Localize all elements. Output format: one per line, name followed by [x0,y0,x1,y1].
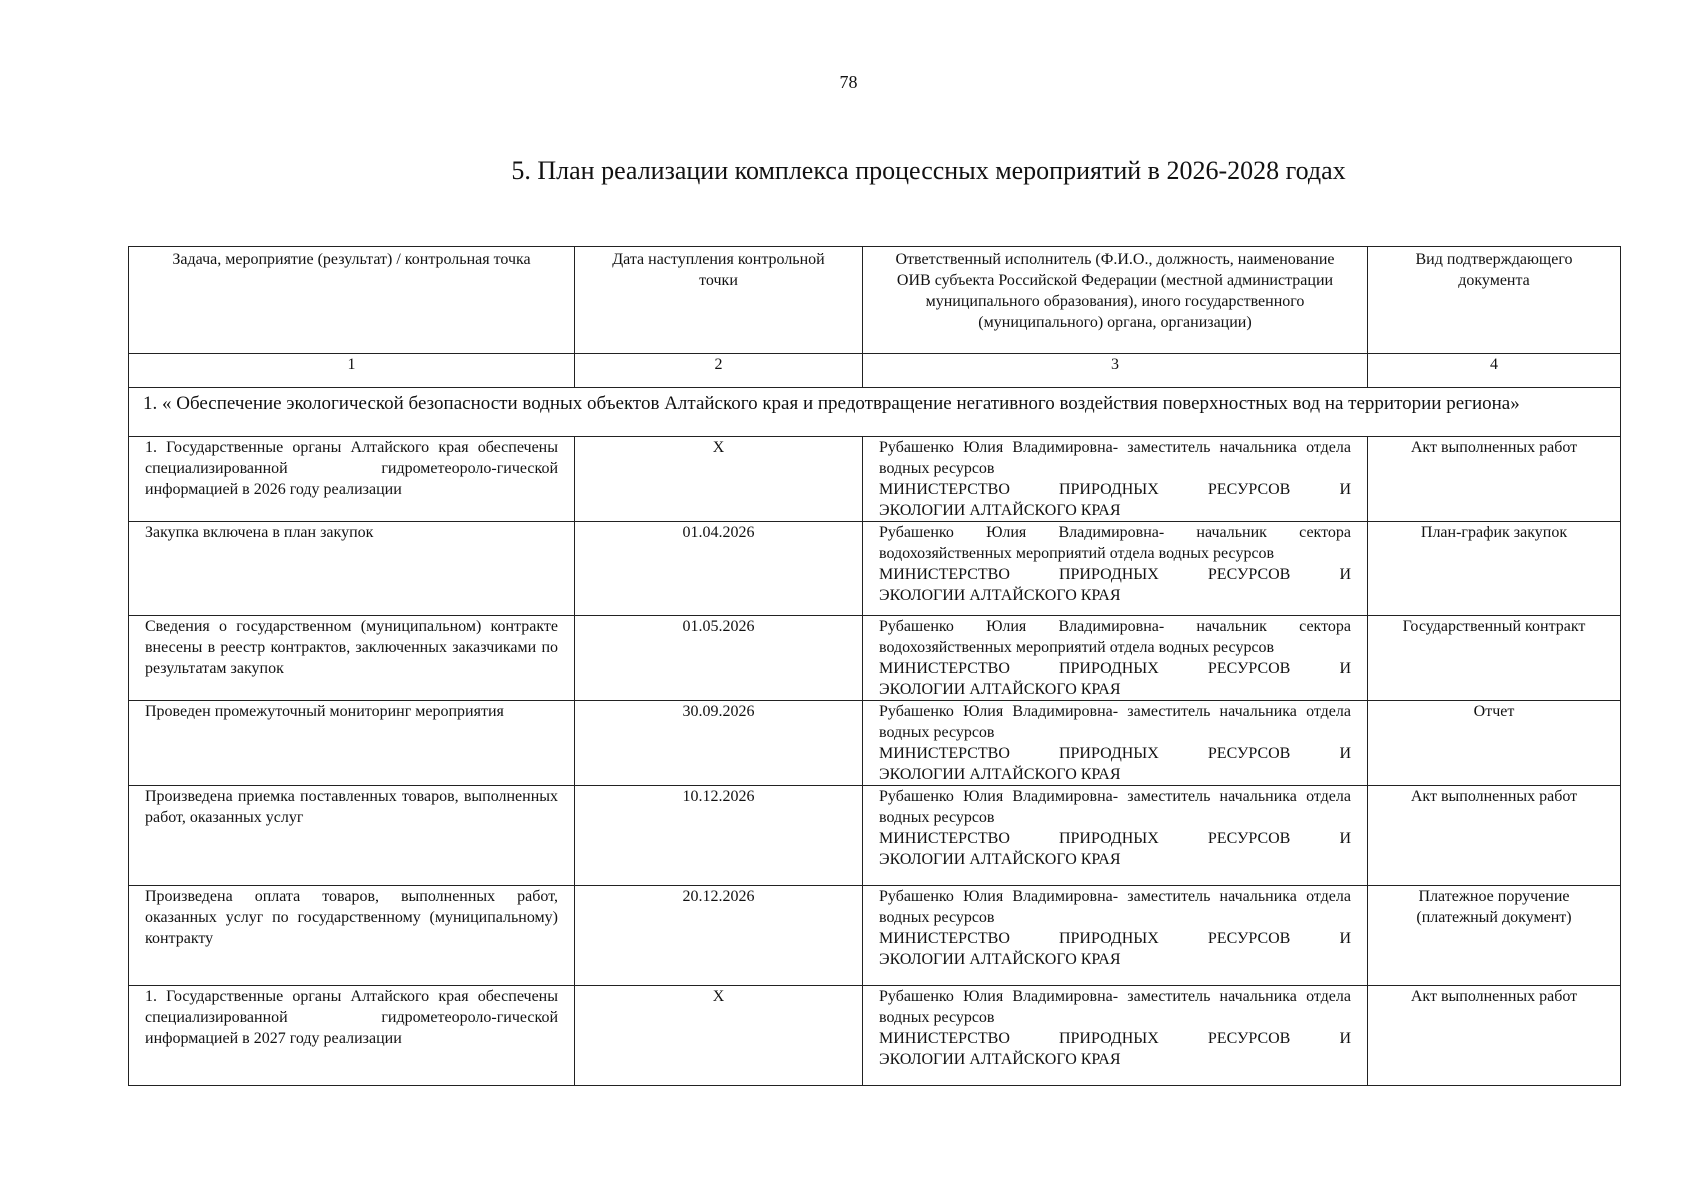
column-number: 2 [575,354,863,388]
table-row [129,786,1621,886]
responsible-org: МИНИСТЕРСТВО ПРИРОДНЫХ РЕСУРСОВ И [879,481,1351,498]
responsible-org: МИНИСТЕРСТВО ПРИРОДНЫХ РЕСУРСОВ И [879,1030,1351,1047]
plan-table [128,246,1621,1086]
responsible-person: Рубашенко Юлия Владимировна- заместитель начальника отдела водных ресурсов [879,988,1351,1026]
column-number: 4 [1368,354,1621,388]
section-title: 1. « Обеспечение экологической безопасности водных объектов Алтайского края и предотвращение негативного воздействия поверхностных вод на территории региона» [129,388,1621,437]
responsible-org: ЭКОЛОГИИ АЛТАЙСКОГО КРАЯ [879,502,1121,519]
header-date: Дата наступления контрольной точки [575,247,863,354]
header-document: Вид подтверждающего документа [1368,247,1621,354]
task-cell: Сведения о государственном (муниципальном) контракте внесены в реестр контрактов, заключенных заказчиками по результатам закупок [129,616,575,701]
responsible-person: Рубашенко Юлия Владимировна- начальник сектора водохозяйственных мероприятий отдела водных ресурсов [879,618,1351,656]
responsible-org: ЭКОЛОГИИ АЛТАЙСКОГО КРАЯ [879,681,1121,698]
task-cell: Закупка включена в план закупок [129,522,575,616]
responsible-cell [863,616,1368,701]
document-cell: Акт выполненных работ [1368,986,1621,1086]
task-cell: Проведен промежуточный мониторинг мероприятия [129,701,575,786]
document-cell: Акт выполненных работ [1368,786,1621,886]
document-cell: Акт выполненных работ [1368,437,1621,522]
responsible-org: ЭКОЛОГИИ АЛТАЙСКОГО КРАЯ [879,1051,1121,1068]
date-cell: 01.04.2026 [575,522,863,616]
responsible-org: ЭКОЛОГИИ АЛТАЙСКОГО КРАЯ [879,951,1121,968]
responsible-org: МИНИСТЕРСТВО ПРИРОДНЫХ РЕСУРСОВ И [879,830,1351,847]
responsible-cell [863,886,1368,986]
date-cell: X [575,986,863,1086]
responsible-cell [863,986,1368,1086]
table-header-row [129,247,1621,354]
section-row [129,388,1621,437]
responsible-cell [863,437,1368,522]
page-number: 78 [839,72,858,92]
task-cell: 1. Государственные органы Алтайского края обеспечены специализированной гидрометеороло-гической информацией в 2027 году реализации [129,986,575,1086]
responsible-org: МИНИСТЕРСТВО ПРИРОДНЫХ РЕСУРСОВ И [879,930,1351,947]
table-row [129,701,1621,786]
responsible-person: Рубашенко Юлия Владимировна- заместитель начальника отдела водных ресурсов [879,788,1351,826]
table-row [129,522,1621,616]
document-cell: Отчет [1368,701,1621,786]
table-row [129,886,1621,986]
date-cell: 10.12.2026 [575,786,863,886]
responsible-cell [863,786,1368,886]
task-cell: 1. Государственные органы Алтайского края обеспечены специализированной гидрометеороло-гической информацией в 2026 году реализации [129,437,575,522]
task-cell: Произведена оплата товаров, выполненных работ, оказанных услуг по государственному (муниципальному) контракту [129,886,575,986]
responsible-org: ЭКОЛОГИИ АЛТАЙСКОГО КРАЯ [879,766,1121,783]
responsible-person: Рубашенко Юлия Владимировна- начальник сектора водохозяйственных мероприятий отдела водных ресурсов [879,524,1351,562]
column-number: 3 [863,354,1368,388]
document-title: 5. План реализации комплекса процессных мероприятий в 2026-2028 годах [511,156,1346,185]
responsible-org: ЭКОЛОГИИ АЛТАЙСКОГО КРАЯ [879,587,1121,604]
responsible-org: ЭКОЛОГИИ АЛТАЙСКОГО КРАЯ [879,851,1121,868]
header-responsible: Ответственный исполнитель (Ф.И.О., должность, наименование ОИВ субъекта Российской Федерации (местной администрации муниципального образования), иного государственного (муниципального) органа, организации) [863,247,1368,354]
date-cell: X [575,437,863,522]
table-row [129,437,1621,522]
responsible-person: Рубашенко Юлия Владимировна- заместитель начальника отдела водных ресурсов [879,439,1351,477]
header-task: Задача, мероприятие (результат) / контрольная точка [129,247,575,354]
responsible-cell [863,522,1368,616]
column-number: 1 [129,354,575,388]
responsible-org: МИНИСТЕРСТВО ПРИРОДНЫХ РЕСУРСОВ И [879,745,1351,762]
document-cell: Государственный контракт [1368,616,1621,701]
date-cell: 20.12.2026 [575,886,863,986]
responsible-org: МИНИСТЕРСТВО ПРИРОДНЫХ РЕСУРСОВ И [879,660,1351,677]
task-cell: Произведена приемка поставленных товаров, выполненных работ, оказанных услуг [129,786,575,886]
document-cell: Платежное поручение (платежный документ) [1368,886,1621,986]
responsible-org: МИНИСТЕРСТВО ПРИРОДНЫХ РЕСУРСОВ И [879,566,1351,583]
responsible-person: Рубашенко Юлия Владимировна- заместитель начальника отдела водных ресурсов [879,703,1351,741]
table-row [129,616,1621,701]
column-number-row [129,354,1621,388]
date-cell: 01.05.2026 [575,616,863,701]
responsible-person: Рубашенко Юлия Владимировна- заместитель начальника отдела водных ресурсов [879,888,1351,926]
responsible-cell [863,701,1368,786]
date-cell: 30.09.2026 [575,701,863,786]
table-row [129,986,1621,1086]
document-cell: План-график закупок [1368,522,1621,616]
